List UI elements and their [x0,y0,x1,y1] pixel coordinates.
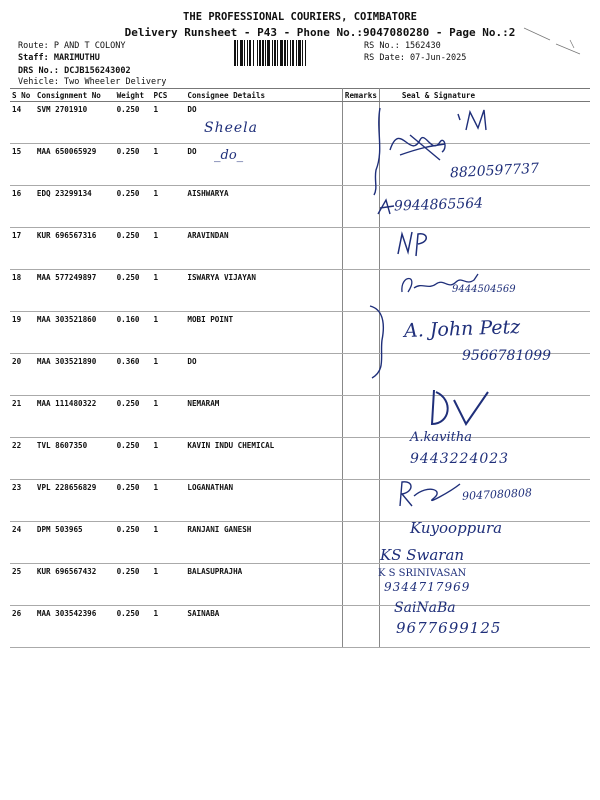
cell-sno: 14 [10,102,35,144]
cell-consignee: LOGANATHAN [185,480,342,522]
stray-pen-marks [520,18,590,58]
cell-consignment: KUR 696567316 [35,228,115,270]
cell-sno: 19 [10,312,35,354]
bracket-19-20 [360,300,400,382]
table-row [10,228,590,270]
cell-pcs: 1 [152,102,186,144]
col-remarks: Remarks [342,89,379,102]
cell-pcs: 1 [152,480,186,522]
staff-label: Staff: [18,53,49,63]
cell-pcs: 1 [152,186,186,228]
cell-consignment: MAA 303521890 [35,354,115,396]
staff-line [18,53,100,63]
cell-sno: 16 [10,186,35,228]
handwriting-phone-20: 9566781099 [462,348,552,364]
cell-pcs: 1 [152,228,186,270]
col-consignee: Consignee Details [185,89,342,102]
cell-consignee: DO [185,102,342,144]
cell-consignee: BALASUPRAJHA [185,564,342,606]
col-consignment: Consignment No [35,89,115,102]
handwriting-srinivasan: K S SRINIVASAN [378,568,467,579]
company-title: THE PROFESSIONAL COURIERS, COIMBATORE [183,11,417,23]
col-signature: Seal & Signature [379,89,590,102]
cell-pcs: 1 [152,144,186,186]
cell-sno: 20 [10,354,35,396]
cell-consignment: MAA 303542396 [35,606,115,648]
cell-consignment: SVM 2701910 [35,102,115,144]
cell-sno: 24 [10,522,35,564]
cell-remarks [342,564,379,606]
cell-consignment: MAA 111480322 [35,396,115,438]
table-row [10,522,590,564]
table-row [10,606,590,648]
cell-sno: 15 [10,144,35,186]
cell-consignee: DO [185,144,342,186]
runsheet-subtitle: Delivery Runsheet - P43 - Phone No.:9047080280 - Page No.:2 [124,26,516,39]
cell-weight: 0.250 [115,270,152,312]
cell-pcs: 1 [152,270,186,312]
cell-sno: 26 [10,606,35,648]
cell-weight: 0.360 [115,354,152,396]
cell-weight: 0.250 [115,102,152,144]
cell-consignee: ISWARYA VIJAYAN [185,270,342,312]
cell-remarks [342,606,379,648]
table-row [10,564,590,606]
staff-name: MARIMUTHU [53,53,100,63]
rs-date: RS Date: 07-Jun-2025 [364,53,467,63]
cell-remarks [342,228,379,270]
cell-pcs: 1 [152,606,186,648]
cell-consignment: VPL 228656829 [35,480,115,522]
rs-number: RS No.: 1562430 [364,41,441,51]
cell-weight: 0.250 [115,228,152,270]
vehicle-text: Vehicle: Two Wheeler Delivery [18,77,167,87]
cell-consignment: TVL 8607350 [35,438,115,480]
handwriting-24: Kuyooppura [410,519,503,537]
cell-consignee: SAINABA [185,606,342,648]
cell-consignee: KAVIN INDU CHEMICAL [185,438,342,480]
cell-remarks [342,522,379,564]
col-weight: Weight [115,89,152,102]
signature-17 [394,226,438,260]
cell-consignment: MAA 650065929 [35,144,115,186]
cell-weight: 0.250 [115,522,152,564]
drs-line [18,66,131,76]
cell-pcs: 1 [152,564,186,606]
handwriting-phone-18: 9444504569 [452,284,516,295]
cell-sno: 25 [10,564,35,606]
cell-consignment: MAA 303521860 [35,312,115,354]
cell-pcs: 1 [152,312,186,354]
cell-consignee: RANJANI GANESH [185,522,342,564]
handwriting-phone-23: 9047080808 [461,486,533,503]
handwriting-phone-16: 9944865564 [393,195,484,215]
cell-weight: 0.250 [115,144,152,186]
cell-consignee: DO [185,354,342,396]
drs-number: DCJB156243002 [64,66,131,76]
cell-consignment: DPM 503965 [35,522,115,564]
cell-sno: 18 [10,270,35,312]
table-row [10,396,590,438]
signature-21 [424,380,494,430]
cell-weight: 0.250 [115,396,152,438]
cell-weight: 0.250 [115,480,152,522]
cell-consignee: NEMARAM [185,396,342,438]
cell-weight: 0.250 [115,438,152,480]
cell-remarks [342,480,379,522]
handwriting-phone-25: 9344717969 [384,580,471,594]
handwriting-kavitha: A.kavitha [410,430,472,445]
cell-weight: 0.250 [115,186,152,228]
cell-sno: 22 [10,438,35,480]
cell-weight: 0.160 [115,312,152,354]
drs-label: DRS No.: [18,66,59,76]
cell-sno: 21 [10,396,35,438]
barcode-image [234,40,356,66]
bracket-signature-14-15 [370,100,510,200]
cell-consignee: ARAVINDAN [185,228,342,270]
handwriting-do: _do_ [214,148,244,163]
cell-sno: 23 [10,480,35,522]
cell-remarks [342,438,379,480]
cell-pcs: 1 [152,396,186,438]
handwriting-phone-26: 9677699125 [396,619,502,637]
route-text: Route: P AND T COLONY [18,41,126,51]
cell-weight: 0.250 [115,564,152,606]
cell-pcs: 1 [152,438,186,480]
cell-consignment: EDQ 23299134 [35,186,115,228]
cell-consignment: KUR 696567432 [35,564,115,606]
col-pcs: PCS [152,89,186,102]
handwriting-phone-15: 8820597737 [449,160,540,182]
handwriting-sheela: Sheela [204,120,259,136]
col-sno: S No [10,89,35,102]
handwriting-sainaba: SaiNaBa [394,600,456,616]
cell-consignment: MAA 577249897 [35,270,115,312]
cell-pcs: 1 [152,354,186,396]
cell-consignee: AISHWARYA [185,186,342,228]
handwriting-john: A. John Petz [403,315,521,343]
cell-sno: 17 [10,228,35,270]
cell-consignee: MOBI POINT [185,312,342,354]
cell-remarks [342,396,379,438]
handwriting-swaran: KS Swaran [380,546,465,564]
cell-weight: 0.250 [115,606,152,648]
cell-pcs: 1 [152,522,186,564]
handwriting-phone-22: 9443224023 [410,451,510,467]
